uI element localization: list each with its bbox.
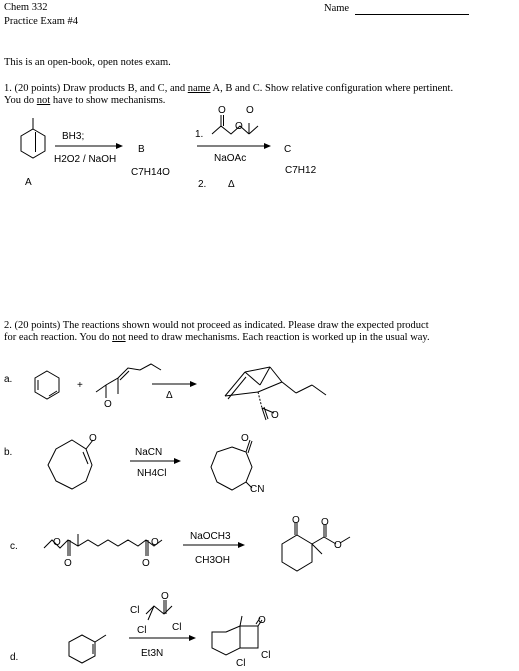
q1-formula-c: C7H12 [285,165,317,176]
q1-compound-a [21,118,45,158]
q2d-reagent-bottom: Et3N [141,648,164,659]
q2b-reagent-bottom: NH4Cl [137,468,167,479]
q1-formula-b: C7H14O [131,167,170,178]
q2d-product [212,616,262,655]
q2c-reagent-top: NaOCH3 [190,531,231,542]
exam-title: Practice Exam #4 [4,16,79,27]
q1-step2-num: 2. [198,179,207,190]
q2c-o3: O [151,537,159,548]
q2c-o2: O [64,558,72,569]
q2c-product-o3: O [334,540,342,551]
q2b-product-cn: CN [250,484,265,495]
q2d-methylcyclohexene [69,635,106,663]
q2c-reagent-bottom: CH3OH [195,555,231,566]
q1-label-b: B [138,144,145,155]
q2a-enone [96,364,161,398]
q2b-cyclooctenone [48,440,93,489]
q1-anhydride-o3: O [235,121,243,132]
q2a-enone-o: O [104,399,112,410]
q1-line1: 1. (20 points) Draw products B, and C, and name A, B and C. Show relative configuration where pertinent. [4,83,454,94]
q1-step1-num: 1. [195,129,204,140]
q1-delta: Δ [228,179,235,190]
q2c-o4: O [142,558,150,569]
q2-line1: 2. (20 points) The reactions shown would not proceed as indicated. Please draw the expected product [4,320,429,331]
q1-label-c: C [284,144,292,155]
q2d-product-cl2: Cl [236,658,246,669]
q1-reagent1-top: BH3; [62,131,85,142]
q2-line2: for each reaction. You do not need to draw mechanisms. Each reaction is worked up in the usual way. [4,332,430,343]
q2d-product-o: O [258,615,266,626]
q2b-product-o: O [241,433,249,444]
q1-reagent1-bottom: H2O2 / NaOH [54,154,117,165]
q2d-acid-o: O [161,591,169,602]
q2c-product-o1: O [292,515,300,526]
q1-anhydride-o1: O [218,105,226,116]
q2a-label: a. [4,374,13,385]
q2a-cond: Δ [166,390,173,401]
q2c-label: c. [10,541,18,552]
q2c-product-o2: O [321,517,329,528]
q1-anhydride-o2: O [246,105,254,116]
q2c-diester [44,534,162,556]
q2b-product [211,440,252,490]
q2b-reagent-top: NaCN [135,447,163,458]
q2b-o: O [89,433,97,444]
q2d-product-cl1: Cl [261,650,271,661]
q2a-product-o: O [271,410,279,421]
q1-label-a: A [25,177,32,188]
q1-line2: You do not have to show mechanisms. [4,95,166,106]
q2b-label: b. [4,447,13,458]
q2a-cyclohexadiene [35,371,59,399]
q2a-plus: + [77,380,83,391]
q1-reagent2-mid: NaOAc [214,153,247,164]
course-title: Chem 332 [4,2,48,13]
q2d-cl3: Cl [137,625,147,636]
intro-text: This is an open-book, open notes exam. [4,57,171,68]
name-label: Name [324,3,350,14]
q2d-label: d. [10,652,19,663]
q2d-cl1: Cl [130,605,140,616]
q2d-acid-chloride [146,600,172,620]
q2c-o1: O [53,537,61,548]
q2d-cl2: Cl [172,622,182,633]
